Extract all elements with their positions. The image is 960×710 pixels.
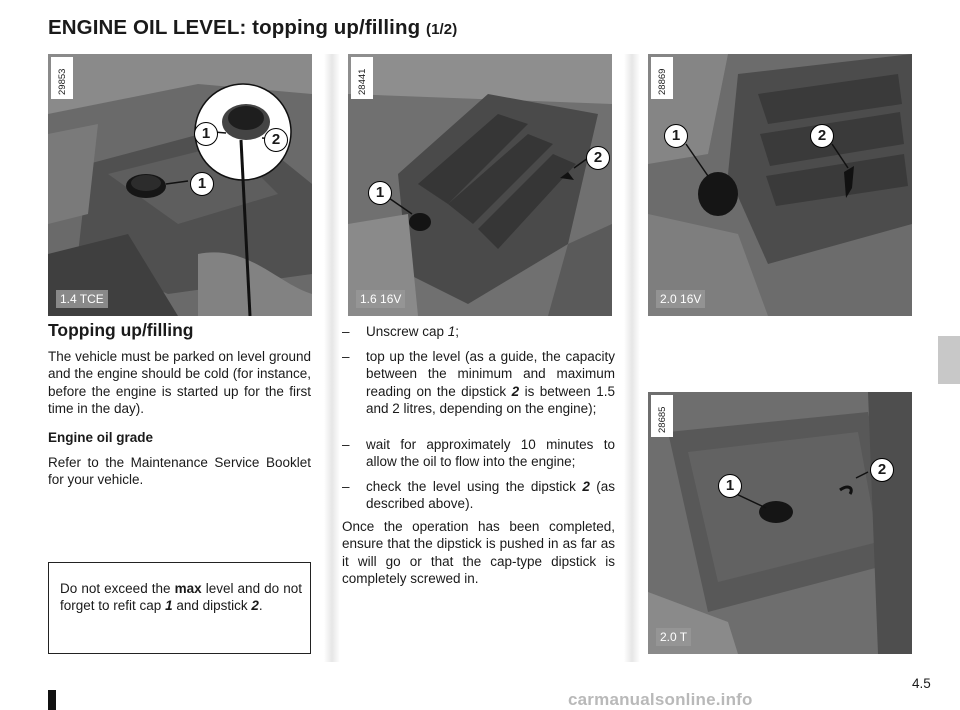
warning-text: Do not exceed the max level and do not forget to refit cap 1 and dipstick 2. [60, 581, 302, 614]
oil-grade-heading: Engine oil grade [48, 430, 154, 445]
callout-dipstick: 2 [264, 128, 288, 152]
engine-photo-2-0-t [648, 392, 912, 654]
engine-illustration [648, 54, 912, 316]
callout-cap: 1 [368, 181, 392, 205]
column-divider-left [324, 54, 340, 662]
engine-variant-label: 1.6 16V [356, 290, 405, 308]
engine-variant-label: 2.0 T [656, 628, 691, 646]
image-reference-code: 29853 [51, 57, 73, 99]
callout-cap: 1 [718, 474, 742, 498]
page-title [48, 16, 457, 40]
chapter-tab [938, 336, 960, 384]
image-reference-code: 28441 [351, 57, 373, 99]
step-check-level: – check the level using the dipstick 2 (as described above). [342, 478, 615, 513]
image-reference-code: 28685 [651, 395, 673, 437]
watermark: carmanualsonline.info [568, 690, 753, 709]
closing-paragraph: Once the operation has been completed, ensure that the dipstick is pushed in as far as it will go or that the cap-type dipstick is completely screwed in. [342, 519, 615, 586]
intro-paragraph: The vehicle must be parked on level ground and the engine should be cold (for instance, before the engine is started up for the first time in the day). [48, 349, 311, 416]
step-unscrew-cap: – Unscrew cap 1; [342, 323, 615, 340]
image-reference-code: 28869 [651, 57, 673, 99]
title-text: ENGINE OIL LEVEL: topping up/filling [48, 16, 421, 39]
column-divider-right [624, 54, 640, 662]
engine-photo-1-4-tce [48, 54, 312, 316]
callout-cap: 1 [664, 124, 688, 148]
callout-cap: 1 [194, 122, 218, 146]
engine-photo-1-6-16v [348, 54, 612, 316]
warning-box [48, 562, 311, 654]
engine-variant-label: 1.4 TCE [56, 290, 108, 308]
callout-cap: 1 [190, 172, 214, 196]
corner-mark [48, 690, 56, 710]
engine-variant-label: 2.0 16V [656, 290, 705, 308]
callout-dipstick: 2 [810, 124, 834, 148]
callout-dipstick: 2 [586, 146, 610, 170]
engine-illustration [648, 392, 912, 654]
oil-grade-text: Refer to the Maintenance Service Booklet for your vehicle. [48, 455, 311, 488]
engine-photo-2-0-16v [648, 54, 912, 316]
page-number: 4.5 [912, 676, 931, 691]
step-top-up: – top up the level (as a guide, the capacity between the minimum and maximum reading on the dipstick 2 is between 1.5 and 2 litres, depending on the engine); [342, 348, 615, 417]
step-wait: – wait for approximately 10 minutes to allow the oil to flow into the engine; [342, 436, 615, 471]
section-heading: Topping up/filling [48, 320, 194, 340]
callout-dipstick: 2 [870, 458, 894, 482]
title-part: (1/2) [426, 21, 458, 38]
engine-illustration [48, 54, 312, 316]
